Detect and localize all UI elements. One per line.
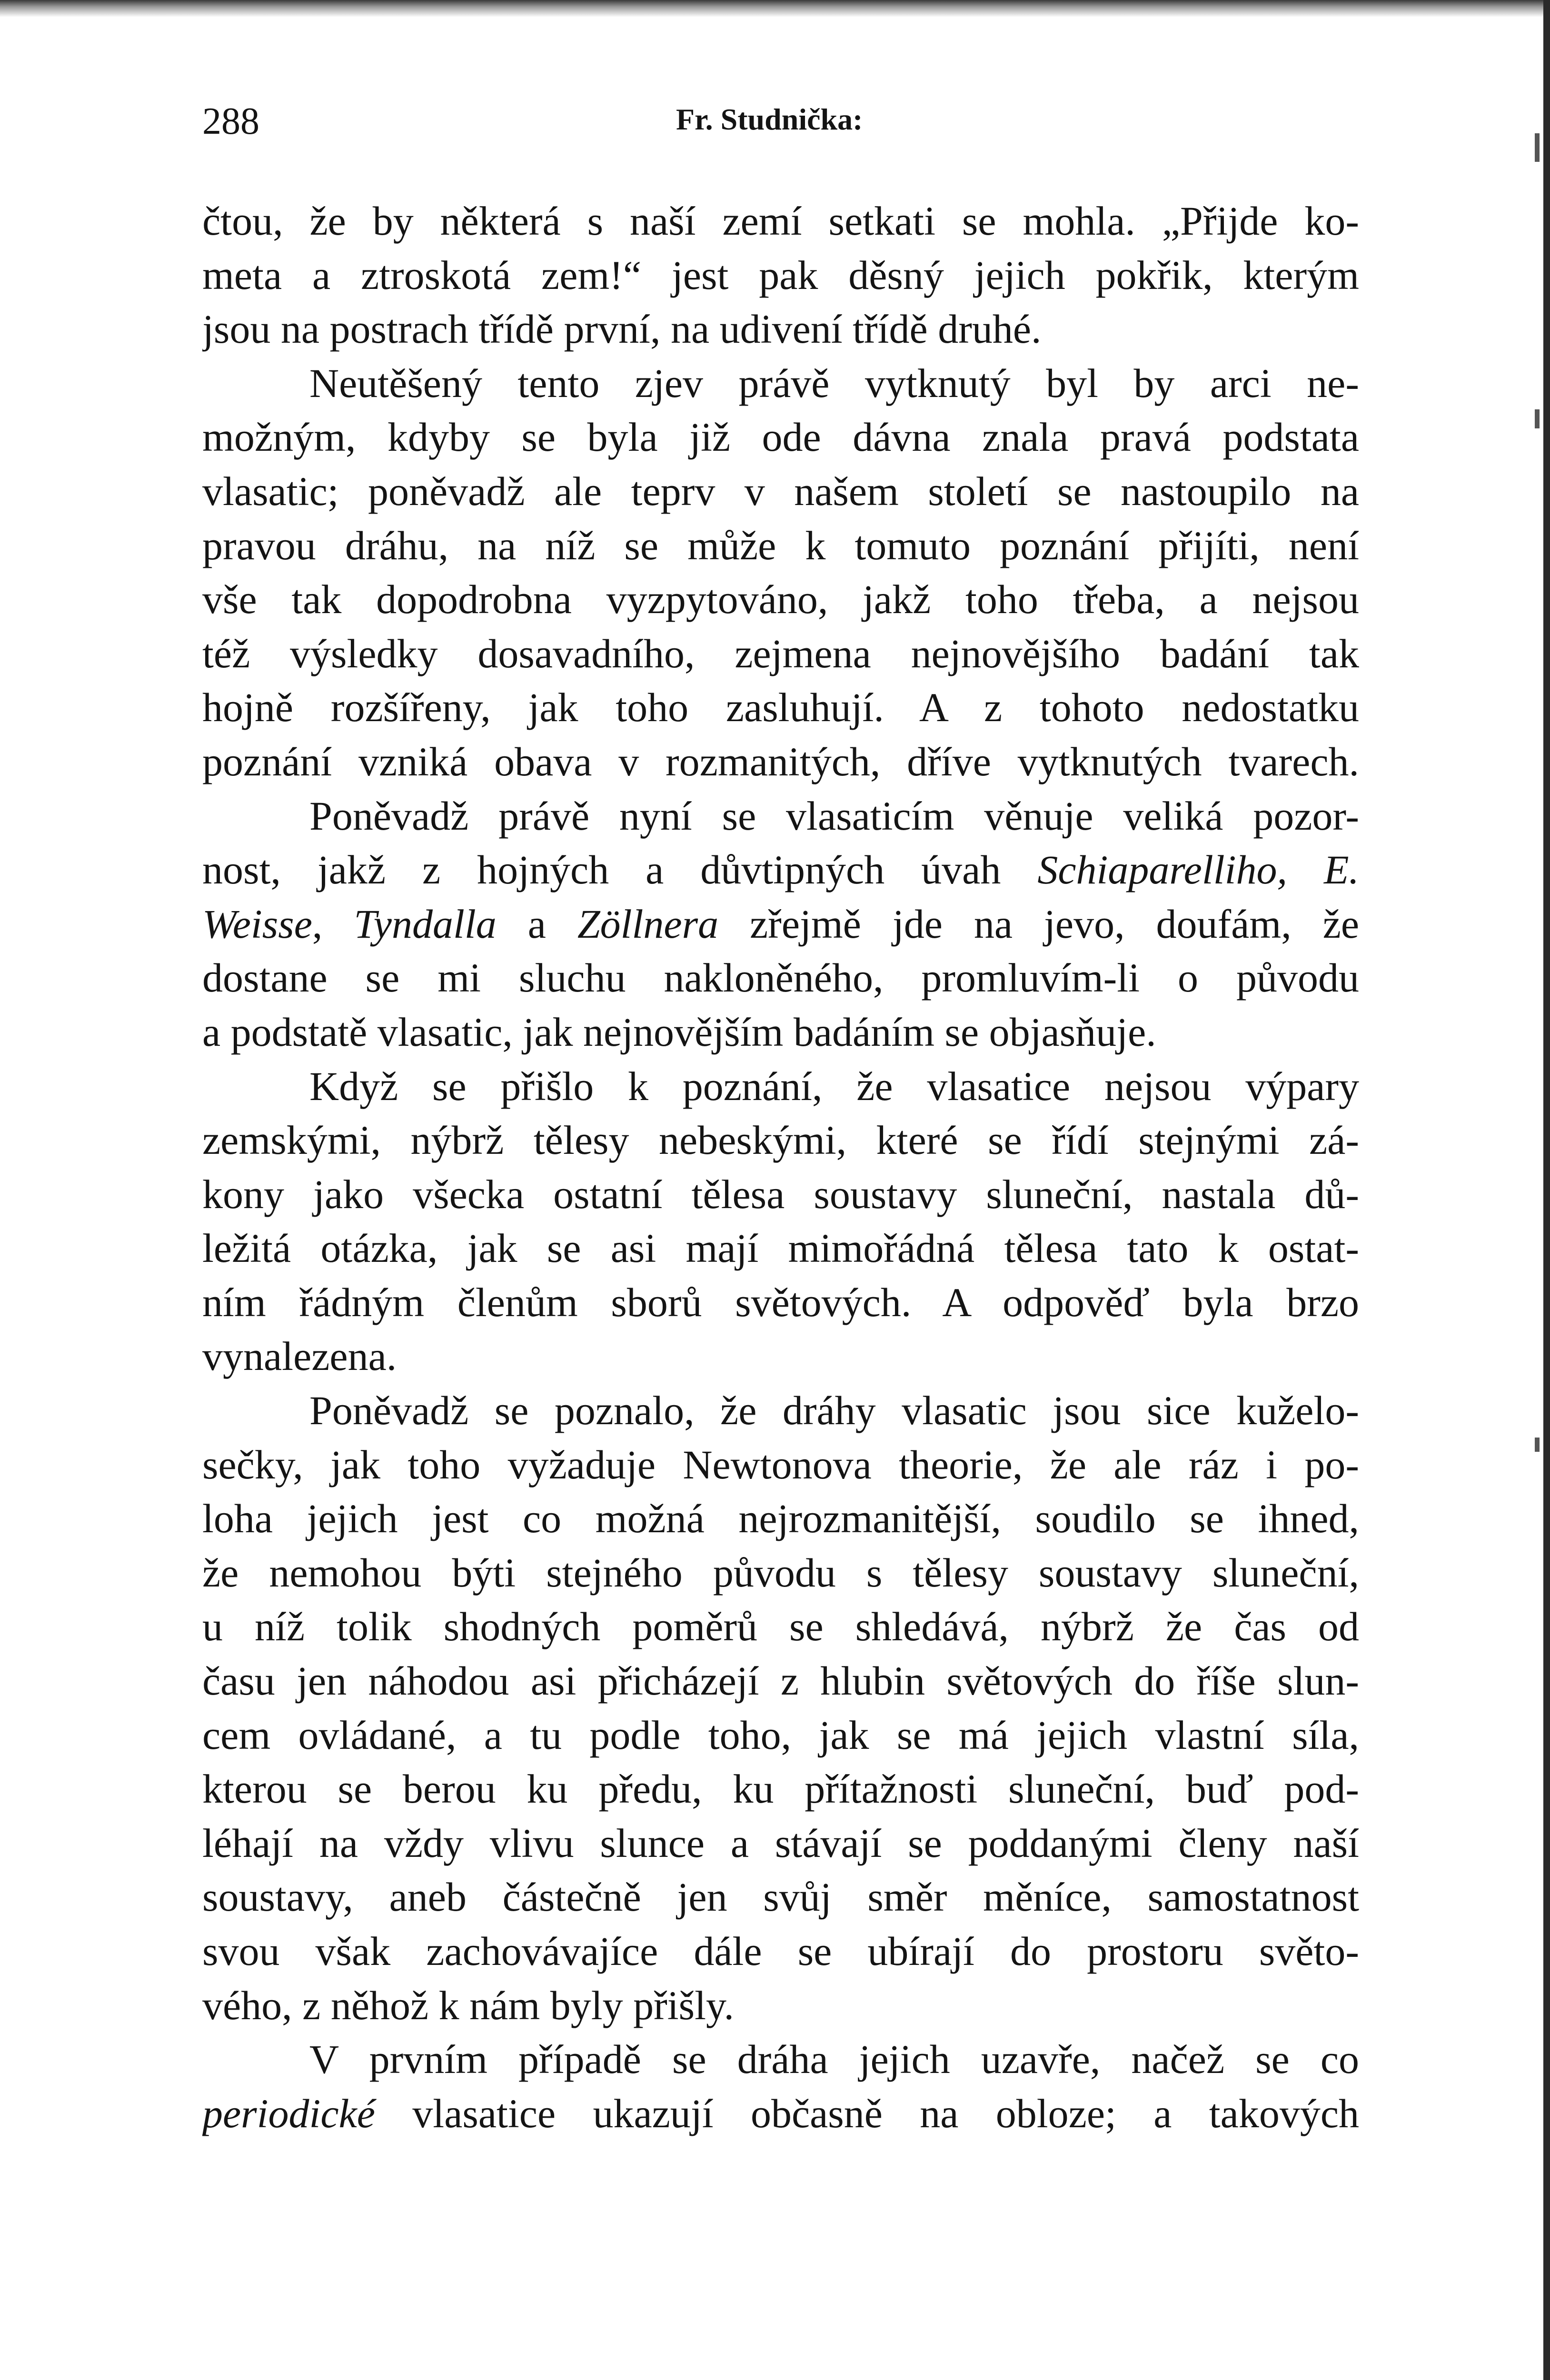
text-line: meta a ztroskotá zem!“ jest pak děsný jejich pokřik, kterým [202, 252, 1359, 298]
italic-name: Tyndalla [354, 901, 497, 947]
text-line: V prvním případě se dráha jejich uzavře, načež se co [309, 2036, 1359, 2082]
text-line: ním řádným členům sborů světových. A odpověď byla brzo [202, 1279, 1359, 1325]
text-line: poznání vzniká obava v rozmanitých, dříve vytknutých tvarech. [202, 738, 1359, 784]
text-run: , [312, 901, 354, 947]
text-line: loha jejich jest co možná nejrozmanitější, soudilo se ihned, [202, 1496, 1359, 1542]
text-line: sečky, jak toho vyžaduje Newtonova theorie, že ale ráz i po- [202, 1441, 1359, 1488]
body-text [202, 194, 1359, 2141]
text-line: Neutěšený tento zjev právě vytknutý byl by arci ne- [309, 360, 1359, 406]
text-line: léhají na vždy vlivu slunce a stávají se poddanými členy naší [202, 1820, 1359, 1866]
italic-name: Zöllnera [577, 901, 719, 947]
text-line: též výsledky dosavadního, zejmena nejnovějšího badání tak [202, 630, 1359, 676]
text-line [202, 2087, 1359, 2141]
text-line: čtou, že by některá s naší zemí setkati se mohla. „Přijde ko- [202, 198, 1359, 244]
text-line: vého, z něhož k nám byly přišly. [202, 1982, 734, 2028]
text-line: ležitá otázka, jak se asi mají mimořádná tělesa tato k ostat- [202, 1225, 1359, 1271]
text-line [202, 897, 1359, 952]
text-line: kony jako všecka ostatní tělesa soustavy sluneční, nastala dů- [202, 1171, 1359, 1217]
text-line: vynalezena. [202, 1333, 397, 1379]
text-line: Poněvadž právě nyní se vlasaticím věnuje veliká pozor- [309, 793, 1359, 839]
text-line: Když se přišlo k poznání, že vlasatice nejsou výpary [309, 1063, 1359, 1109]
text-line [202, 843, 1359, 897]
text-line: Poněvadž se poznalo, že dráhy vlasatic jsou sice kuželo- [309, 1388, 1359, 1434]
text-run: vlasatice ukazují občasně na obloze; a takových [375, 2090, 1359, 2136]
text-line: času jen náhodou asi přicházejí z hlubin světových do říše slun- [202, 1658, 1359, 1704]
text-line: pravou dráhu, na níž se může k tomuto poznání přijíti, není [202, 522, 1359, 568]
text-line: vlasatic; poněvadž ale teprv v našem století se nastoupilo na [202, 468, 1359, 514]
italic-term: periodické [202, 2090, 375, 2136]
running-head [202, 95, 1359, 152]
text-line: dostane se mi sluchu nakloněného, promluvím-li o původu [202, 955, 1359, 1001]
text-line: a podstatě vlasatic, jak nejnovějším badáním se objasňuje. [202, 1009, 1156, 1055]
page-number: 288 [202, 100, 259, 142]
scan-mark [1535, 409, 1540, 428]
text-line: vše tak dopodrobna vyzpytováno, jakž toho třeba, a nejsou [202, 576, 1359, 623]
text-line: soustavy, aneb částečně jen svůj směr měníce, samostatnost [202, 1874, 1359, 1920]
text-line: svou však zachovávajíce dále se ubírají do prostoru světo- [202, 1928, 1359, 1974]
text-line: jsou na postrach třídě první, na udivení třídě druhé. [202, 306, 1042, 352]
text-line: cem ovládané, a tu podle toho, jak se má jejich vlastní síla, [202, 1712, 1359, 1758]
text-line: kterou se berou ku předu, ku přítažnosti sluneční, buď pod- [202, 1766, 1359, 1812]
text-run: a [496, 901, 577, 947]
book-page [202, 0, 1359, 2380]
scan-right-edge [1543, 0, 1550, 2380]
text-run: zřejmě jde na jevo, doufám, že [718, 901, 1359, 947]
text-line: hojně rozšířeny, jak toho zasluhují. A z tohoto nedostatku [202, 684, 1359, 731]
scan-mark [1535, 133, 1540, 162]
text-line: že nemohou býti stejného původu s tělesy soustavy sluneční, [202, 1549, 1359, 1596]
italic-name: Weisse [202, 901, 312, 947]
running-title: Fr. Studnička: [676, 102, 863, 136]
scan-mark [1535, 1438, 1540, 1452]
text-line: u níž tolik shodných poměrů se shledává, nýbrž že čas od [202, 1604, 1359, 1650]
text-line: možným, kdyby se byla již ode dávna znala pravá podstata [202, 414, 1359, 460]
italic-name: Schiaparelliho, E. [1037, 847, 1359, 893]
text-line: zemskými, nýbrž tělesy nebeskými, které se řídí stejnými zá- [202, 1117, 1359, 1163]
text-run: nost, jakž z hojných a důvtipných úvah [202, 847, 1038, 893]
